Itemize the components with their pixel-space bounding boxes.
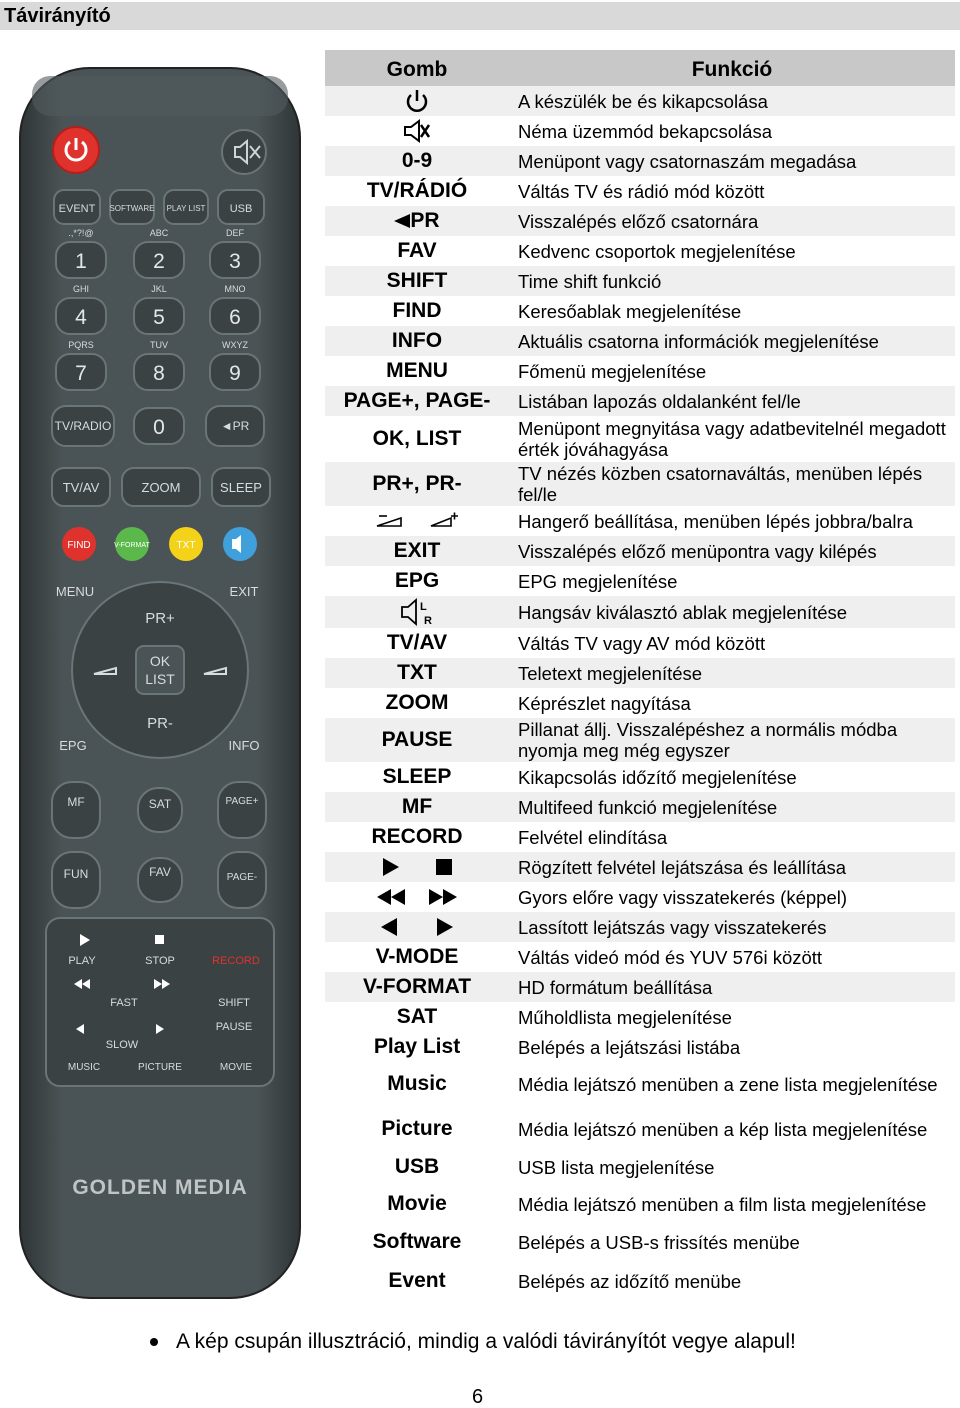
remote-usb-label: USB	[229, 203, 253, 215]
svg-text:TUV: TUV	[150, 340, 168, 350]
table-row: USB USB lista megjelenítése	[394, 1155, 715, 1178]
svg-text:GHI: GHI	[72, 284, 90, 294]
table-row: A készülék be és kikapcsolása	[325, 86, 955, 116]
table-row: SHIFT Time shift funkció	[325, 266, 955, 296]
table-row: ZOOM Képrészlet nagyítása	[385, 691, 691, 714]
table-row: SLEEP Kikapcsolás időzítő megjelenítése	[382, 765, 797, 788]
volume-plus-icon	[429, 512, 459, 530]
svg-text:ZOOM: ZOOM	[141, 480, 181, 495]
table-row: MF Multifeed funkció megjelenítése	[325, 792, 955, 822]
svg-text:MENU: MENU	[55, 584, 95, 599]
table-row: OK, LIST Menüpont megnyitása vagy adatbevitelnél megadott érték jóváhagyása	[372, 418, 946, 460]
svg-text:5: 5	[153, 306, 165, 329]
footnote-text: A kép csupán illusztráció, mindig a valódi távirányítót vegye alapul!	[176, 1330, 796, 1353]
table-row: Movie Média lejátszó menüben a film lista megjelenítése	[387, 1192, 927, 1215]
svg-text:PR-: PR-	[147, 715, 173, 732]
svg-text:PAGE-: PAGE-	[226, 872, 258, 883]
table-row: Gyors előre vagy visszatekerés (képpel)	[325, 882, 955, 912]
svg-text:3: 3	[229, 250, 241, 273]
table-row: V-FORMAT HD formátum beállítása	[325, 972, 955, 1002]
svg-text:PICTURE: PICTURE	[138, 1062, 182, 1073]
remote-playlist-label: PLAY LIST	[166, 204, 206, 213]
table-row: Rögzített felvétel lejátszása és leállítása	[325, 852, 955, 882]
table-row: TXT Teletext megjelenítése	[325, 658, 955, 688]
svg-text:TV/RADIO: TV/RADIO	[54, 419, 112, 433]
step-back-icon	[381, 918, 399, 936]
svg-text:◄PR: ◄PR	[220, 419, 250, 433]
svg-text:R: R	[424, 615, 432, 626]
table-row: Software Belépés a USB-s frissítés menübe	[372, 1230, 800, 1253]
svg-text:MUSIC: MUSIC	[67, 1062, 101, 1073]
svg-text:6: 6	[229, 306, 241, 329]
svg-text:INFO: INFO	[228, 738, 260, 753]
svg-text:SLEEP: SLEEP	[220, 480, 262, 495]
svg-text:MNO: MNO	[224, 284, 246, 294]
table-row: L R Hangsáv kiválasztó ablak megjelenítése	[325, 596, 955, 628]
svg-text:SLOW: SLOW	[105, 1039, 139, 1051]
svg-text:RECORD: RECORD	[212, 955, 260, 967]
svg-text:JKL: JKL	[151, 284, 167, 294]
table-row: 0-9 Menüpont vagy csatornaszám megadása	[325, 146, 955, 176]
table-row: TV/AV Váltás TV vagy AV mód között	[386, 631, 766, 654]
svg-text:.,*?!@: .,*?!@	[68, 228, 94, 238]
svg-text:0: 0	[153, 416, 165, 439]
table-row: EPG EPG megjelenítése	[394, 569, 678, 592]
bullet-icon	[150, 1338, 158, 1346]
svg-text:SAT: SAT	[148, 797, 172, 811]
audio-lr-icon	[400, 598, 434, 626]
svg-text:PLAY: PLAY	[68, 955, 96, 967]
svg-text:8: 8	[153, 362, 165, 385]
table-row: MENU Főmenü megjelenítése	[386, 359, 707, 382]
step-forward-icon	[435, 918, 453, 936]
table-row: Music Média lejátszó menüben a zene lista megjelenítése	[387, 1072, 938, 1095]
mute-icon	[403, 119, 431, 143]
table-row: PR+, PR- TV nézés közben csatornaváltás, menüben lépés fel/le	[325, 462, 955, 506]
svg-text:EXIT: EXIT	[229, 584, 259, 599]
svg-text:4: 4	[75, 306, 87, 329]
svg-text:SHIFT: SHIFT	[218, 997, 250, 1009]
table-row: Event Belépés az időzítő menübe	[388, 1269, 742, 1292]
svg-text:2: 2	[153, 250, 165, 273]
table-row: EXIT Visszalépés előző menüpontra vagy kilépés	[325, 536, 955, 566]
table-row: PAGE+, PAGE- Listában lapozás oldalanként fel/le	[325, 386, 955, 416]
table-row: Play List Belépés a lejátszási listába	[373, 1035, 741, 1058]
header-bar	[0, 2, 960, 30]
stop-icon	[435, 858, 453, 876]
table-row: FAV Kedvenc csoportok megjelenítése	[397, 239, 796, 262]
svg-text:LIST: LIST	[145, 671, 175, 687]
svg-text:DEF: DEF	[226, 228, 244, 238]
remote-mute-button	[222, 130, 266, 174]
remote-event-label: EVENT	[58, 203, 96, 215]
remote-brand: GOLDEN MEDIA	[72, 1176, 248, 1199]
svg-text:V-FORMAT: V-FORMAT	[114, 542, 150, 549]
page-number: 6	[472, 1386, 484, 1408]
svg-text:PQRS: PQRS	[68, 340, 94, 350]
svg-text:FAST: FAST	[110, 997, 138, 1009]
table-row: TV/RÁDIÓ Váltás TV és rádió mód között	[366, 179, 765, 202]
svg-text:FUN: FUN	[63, 867, 89, 881]
svg-text:PAUSE: PAUSE	[215, 1021, 253, 1033]
svg-text:WXYZ: WXYZ	[222, 340, 248, 350]
column-header-func: Funkció	[509, 50, 955, 86]
footnote	[150, 1330, 796, 1354]
table-row: RECORD Felvétel elindítása	[371, 825, 668, 848]
power-icon	[404, 88, 430, 114]
svg-text:L: L	[420, 601, 427, 613]
svg-text:1: 1	[75, 250, 87, 273]
svg-text:FIND: FIND	[67, 540, 91, 551]
svg-text:TV/AV: TV/AV	[62, 480, 100, 495]
svg-text:TXT: TXT	[176, 540, 196, 551]
svg-text:PAGE+: PAGE+	[225, 796, 259, 807]
table-row: SAT Műholdlista megjelenítése	[396, 1005, 732, 1028]
rewind-icon	[377, 889, 405, 905]
svg-text:MF: MF	[67, 795, 85, 809]
table-row: INFO Aktuális csatorna információk megjelenítése	[325, 326, 955, 356]
page-heading: Távirányító	[4, 5, 111, 27]
table-row: Picture Média lejátszó menüben a kép lista megjelenítése	[381, 1117, 928, 1140]
function-table	[325, 50, 955, 1304]
remote-software-label: SOFTWARE	[109, 204, 155, 213]
svg-text:PR+: PR+	[145, 610, 175, 627]
svg-text:MOVIE: MOVIE	[219, 1062, 253, 1073]
column-header-key: Gomb	[325, 50, 509, 86]
svg-text:STOP: STOP	[145, 955, 175, 967]
play-icon	[381, 858, 399, 876]
table-row: Lassított lejátszás vagy visszatekerés	[325, 912, 955, 942]
table-row: Hangerő beállítása, menüben lépés jobbra/balra	[325, 506, 955, 536]
table-row: PR Visszalépés előző csatornára	[325, 206, 955, 236]
remote-illustration	[18, 66, 302, 1300]
table-header-row	[325, 50, 955, 86]
svg-text:7: 7	[75, 362, 87, 385]
volume-minus-icon	[375, 512, 405, 530]
table-row: FIND Keresőablak megjelenítése	[392, 299, 742, 322]
svg-text:9: 9	[229, 362, 241, 385]
table-row: Néma üzemmód bekapcsolása	[325, 116, 955, 146]
svg-text:OK: OK	[149, 653, 171, 669]
left-arrow-icon	[394, 214, 410, 228]
svg-text:ABC: ABC	[149, 228, 169, 238]
table-row: PAUSE Pillanat állj. Visszalépéshez a normális módba nyomja meg még egyszer	[325, 718, 955, 762]
table-row: V-MODE Váltás videó mód és YUV 576i között	[375, 945, 823, 968]
svg-text:FAV: FAV	[149, 865, 171, 879]
fast-forward-icon	[429, 889, 457, 905]
svg-text:EPG: EPG	[59, 738, 87, 753]
